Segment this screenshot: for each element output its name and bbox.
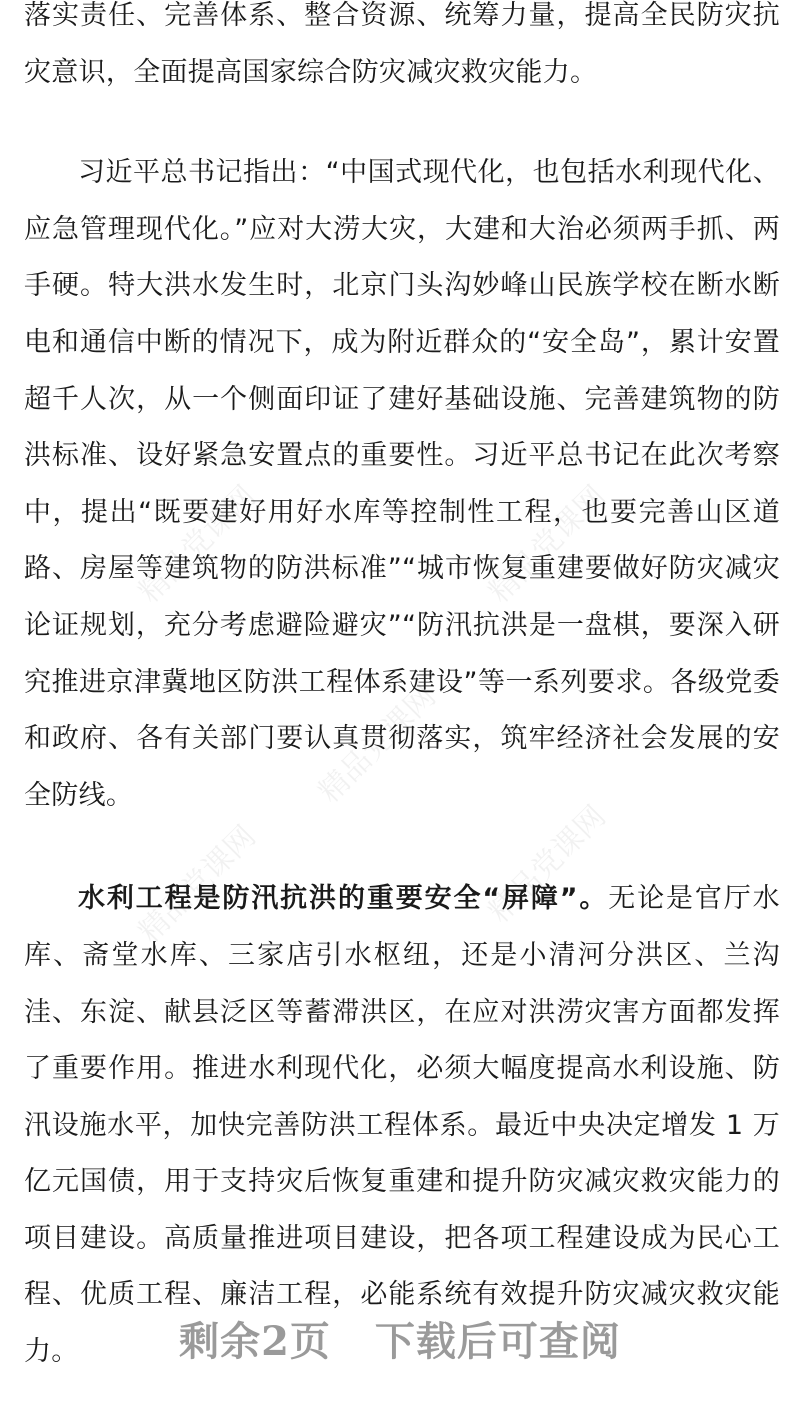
watermark: 精品党课网 <box>312 679 443 810</box>
watermark: 精品党课网 <box>482 479 613 610</box>
watermark: 精品党课网 <box>482 799 613 930</box>
download-to-view-label: 下载后可查阅 <box>374 1318 621 1365</box>
paragraph-lead: 水利工程是防汛抗洪的重要安全“屏障”。 <box>78 883 609 915</box>
watermark: 精品党课网 <box>132 819 263 950</box>
watermark: 精品党课网 <box>132 479 263 610</box>
remaining-pages-label: 剩余2页 <box>179 1318 331 1365</box>
download-prompt <box>0 1310 800 1367</box>
paragraph-text: 无论是官厅水库、斋堂水库、三家店引水枢纽，还是小清河分洪区、兰沟洼、东淀、献县泛区等蓄滞洪区，在应对洪涝灾害方面都发挥了重要作用。推进水利现代化，必须大幅度提高水利设施、防汛设施水平，加快完善防洪工程体系。最近中央决定增发 1 万亿元国债，用于支持灾后恢复重建和提升防灾减灾救灾能力的项目建设。高质量推进项目建设，把各项工程建设成为民心工程、优质工程、廉洁工程，必能系统有效提升防灾减灾救灾能力。 <box>24 883 780 1368</box>
paragraph-1 <box>24 0 780 101</box>
document-body <box>24 0 780 1381</box>
paragraph-3 <box>24 871 780 1380</box>
paragraph-2 <box>24 145 780 824</box>
paragraph-text: 落实责任、完善体系、整合资源、统筹力量，提高全民防灾抗灾意识，全面提高国家综合防灾减灾救灾能力。 <box>24 0 780 88</box>
paragraph-text: 习近平总书记指出：“中国式现代化，也包括水利现代化、应急管理现代化。”应对大涝大灾，大建和大治必须两手抓、两手硬。特大洪水发生时，北京门头沟妙峰山民族学校在断水断电和通信中断的情况下，成为附近群众的“安全岛”，累计安置超千人次，从一个侧面印证了建好基础设施、完善建筑物的防洪标准、设好紧急安置点的重要性。习近平总书记在此次考察中，提出“既要建好用好水库等控制性工程，也要完善山区道路、房屋等建筑物的防洪标准”“城市恢复重建要做好防灾减灾论证规划，充分考虑避险避灾”“防汛抗洪是一盘棋，要深入研究推进京津冀地区防洪工程体系建设”等一系列要求。各级党委和政府、各有关部门要认真贯彻落实，筑牢经济社会发展的安全防线。 <box>24 157 780 811</box>
